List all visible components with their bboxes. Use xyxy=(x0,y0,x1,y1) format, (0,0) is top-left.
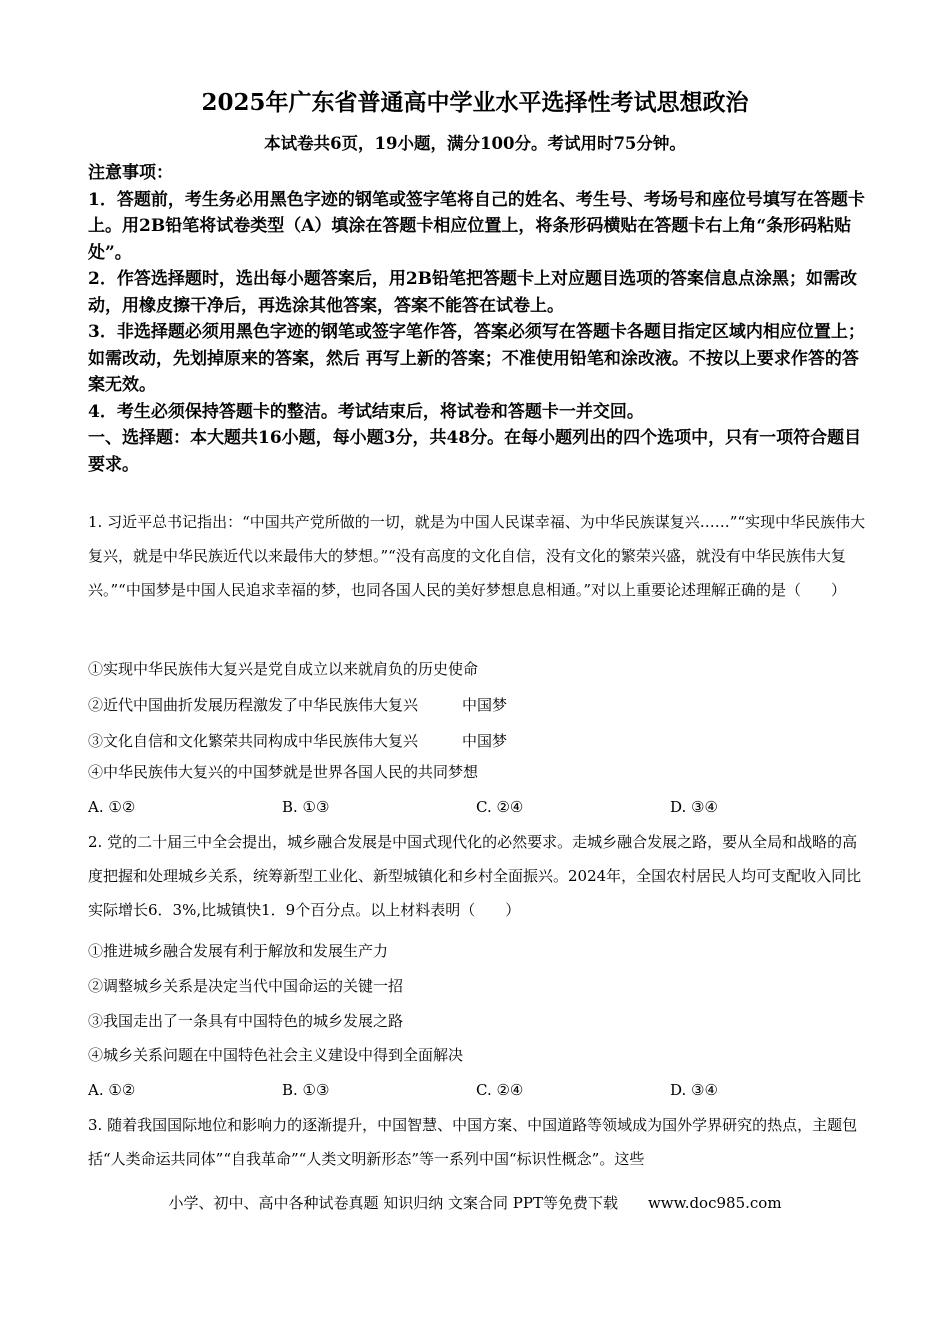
choice-b: B. ①③ xyxy=(282,798,330,816)
question-2-option-2 xyxy=(88,976,403,996)
option-text: ②近代中国曲折发展历程激发了中华民族伟大复兴 xyxy=(88,696,419,714)
notes-item: 2．作答选择题时，选出每小题答案后，用2B铅笔把答题卡上对应题目选项的答案信息点涂黑；如需改动，用橡皮擦干净后，再选涂其他答案，答案不能答在试卷上。 xyxy=(88,269,858,316)
choice-d: D. ③④ xyxy=(670,798,718,816)
option-text: ③文化自信和文化繁荣共同构成中华民族伟大复兴 xyxy=(88,732,419,750)
choice-a: A. ①② xyxy=(88,1081,136,1099)
option-text: ④中华民族伟大复兴的中国梦就是世界各国人民的共同梦想 xyxy=(88,763,479,781)
option-text: ①实现中华民族伟大复兴是党自成立以来就肩负的历史使命 xyxy=(88,660,479,678)
question-2-option-4 xyxy=(88,1045,463,1065)
option-text: ③我国走出了一条具有中国特色的城乡发展之路 xyxy=(88,1012,404,1030)
choice-d: D. ③④ xyxy=(670,1081,718,1099)
option-tail: 中国梦 xyxy=(462,732,508,750)
choice-c: C. ②④ xyxy=(476,798,524,816)
option-text: ②调整城乡关系是决定当代中国命运的关键一招 xyxy=(88,977,404,995)
notes-item: 1．答题前，考生务必用黑色字迹的钢笔或签字笔将自己的姓名、考生号、考场号和座位号填写在答题卡上。用2B铅笔将试卷类型（A）填涂在答题卡相应位置上，将条形码横贴在答题卡右上角“条形码粘贴处”。 xyxy=(88,189,865,263)
question-stem-text: 2. 党的二十届三中全会提出，城乡融合发展是中国式现代化的必然要求。走城乡融合发展之路，要从全局和战略的高度把握和处理城乡关系，统筹新型工业化、新型城镇化和乡村全面振兴。2024年，全国农村居民人均可支配收入同比实际增长6．3%,比城镇快1．9个百分点。以上材料表明（ ） xyxy=(88,833,862,919)
question-1-option-1 xyxy=(88,659,478,679)
notes-block xyxy=(88,160,868,478)
question-2-stem xyxy=(88,825,868,927)
notes-heading: 注意事项： xyxy=(88,163,173,183)
question-1-option-3 xyxy=(88,731,507,751)
question-3-stem xyxy=(88,1108,868,1176)
question-stem-text: 1. 习近平总书记指出：“中国共产党所做的一切，就是为中国人民谋幸福、为中华民族谋复兴……”“实现中华民族伟大复兴，就是中华民族近代以来最伟大的梦想。”“没有高度的文化自信，没有文化的繁荣兴盛，就没有中华民族伟大复兴。”“中国梦是中国人民追求幸福的梦，也同各国人民的美好梦想息息相通。”对以上重要论述理解正确的是（ ） xyxy=(88,513,866,599)
question-2-option-1 xyxy=(88,941,388,961)
question-2-option-3 xyxy=(88,1011,403,1031)
question-1-option-2 xyxy=(88,695,507,715)
choice-a: A. ①② xyxy=(88,798,136,816)
section-heading: 一、选择题：本大题共16小题，每小题3分，共48分。在每小题列出的四个选项中，只有一项符合题目要求。 xyxy=(88,428,862,475)
page-title: 2025年广东省普通高中学业水平选择性考试思想政治 xyxy=(201,89,749,116)
option-text: ①推进城乡融合发展有利于解放和发展生产力 xyxy=(88,942,389,960)
option-tail: 中国梦 xyxy=(462,696,508,714)
notes-item: 4．考生必须保持答题卡的整洁。考试结束后，将试卷和答题卡一并交回。 xyxy=(88,401,644,422)
question-stem-text: 3. 随着我国国际地位和影响力的逐渐提升，中国智慧、中国方案、中国道路等领域成为国外学界研究的热点，主题包括“人类命运共同体”“自我革命”“人类文明新形态”等一系列中国“标识性概念”。这些 xyxy=(88,1116,858,1168)
question-1-stem xyxy=(88,505,868,607)
notes-item: 3．非选择题必须用黑色字迹的钢笔或签字笔作答，答案必须写在答题卡各题目指定区域内相应位置上；如需改动，先划掉原来的答案，然后 再写上新的答案；不准使用铅笔和涂改液。不按以上要求作答的答案无效。 xyxy=(88,322,865,395)
page-footer: 小学、初中、高中各种试卷真题 知识归纳 文案合同 PPT等免费下载 www.doc985.com xyxy=(168,1194,782,1212)
page-subtitle: 本试卷共6页，19小题，满分100分。考试用时75分钟。 xyxy=(264,134,686,153)
choice-c: C. ②④ xyxy=(476,1081,524,1099)
option-text: ④城乡关系问题在中国特色社会主义建设中得到全面解决 xyxy=(88,1046,464,1064)
question-1-option-4 xyxy=(88,762,478,782)
choice-b: B. ①③ xyxy=(282,1081,330,1099)
